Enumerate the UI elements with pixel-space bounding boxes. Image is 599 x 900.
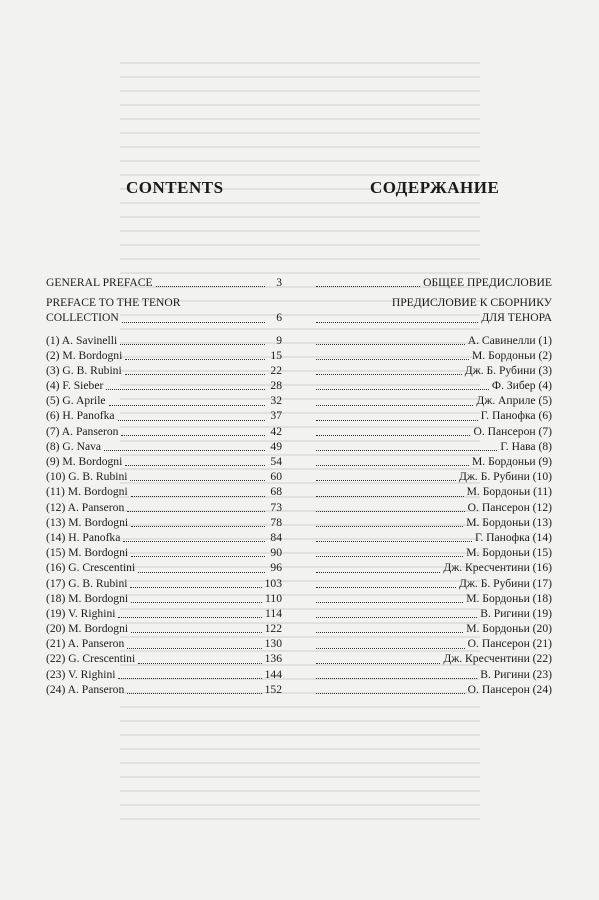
toc-label: (15) M. Bordogni [46,546,129,560]
dot-leader [138,572,265,573]
toc-label: О. Пансерон (24) [467,682,552,696]
toc-row [46,484,282,499]
toc-page-number: 68 [270,485,282,499]
toc-row [46,469,282,484]
toc-entries-russian [316,333,552,698]
dot-leader [316,344,465,345]
toc-label: ОБЩЕЕ ПРЕДИСЛОВИЕ [423,275,552,289]
dot-leader [316,511,465,512]
toc-label: (14) H. Panofka [46,530,121,544]
contents-column-russian [316,275,552,697]
toc-page-number: 122 [264,622,282,636]
dot-leader [316,435,470,436]
toc-row [316,484,552,499]
toc-row [46,439,282,454]
dot-leader [127,648,261,649]
toc-row [46,682,282,697]
toc-label: В. Ригини (19) [480,606,552,620]
dot-leader [125,465,265,466]
toc-row [46,652,282,667]
dot-leader [121,435,265,436]
toc-page-number: 22 [270,363,282,377]
toc-label: (19) V. Righini [46,606,116,620]
dot-leader [156,286,265,287]
toc-label: (9) M. Bordogni [46,455,123,469]
toc-label: (6) H. Panofka [46,409,115,423]
dot-leader [131,632,261,633]
toc-label: Дж. Кресчентини (22) [443,652,552,666]
toc-label: Г. Нава (8) [500,439,552,453]
toc-row [46,333,282,348]
toc-label: О. Пансерон (12) [467,500,552,514]
toc-entries-english [46,333,282,698]
toc-label: (10) G. B. Rubini [46,470,128,484]
toc-label: (4) F. Sieber [46,379,104,393]
dot-leader [130,480,265,481]
dot-leader [316,648,465,649]
toc-page-number: 96 [270,561,282,575]
toc-row [316,667,552,682]
toc-label: О. Пансерон (21) [467,637,552,651]
toc-label: (21) A. Panseron [46,637,125,651]
toc-label: А. Савинелли (1) [467,333,552,347]
toc-row [316,454,552,469]
toc-row [316,348,552,363]
toc-row [46,667,282,682]
dot-leader [316,450,497,451]
dot-leader [125,359,265,360]
toc-label: (23) V. Righini [46,667,116,681]
dot-leader [131,496,265,497]
dot-leader [104,450,265,451]
toc-label: (5) G. Aprile [46,394,106,408]
dot-leader [125,374,265,375]
dot-leader [123,541,265,542]
toc-row [316,469,552,484]
toc-row [316,636,552,651]
toc-row [46,500,282,515]
toc-page-number: 114 [265,606,282,620]
toc-page-number: 136 [264,652,282,666]
toc-row [316,439,552,454]
toc-page-number: 28 [270,379,282,393]
dot-leader [316,572,440,573]
toc-row [316,576,552,591]
contents-heading-russian: СОДЕРЖАНИЕ [370,178,500,197]
toc-label: (13) M. Bordogni [46,515,129,529]
toc-row [46,591,282,606]
toc-label: (18) M. Bordogni [46,591,129,605]
toc-label: М. Бордоньи (2) [471,348,552,362]
toc-row [316,560,552,575]
toc-row [46,545,282,560]
dot-leader [127,693,261,694]
dot-leader [316,322,478,323]
toc-row [46,530,282,545]
toc-page-number: 32 [270,394,282,408]
dot-leader [131,556,265,557]
toc-row [316,363,552,378]
dot-leader [120,344,265,345]
contents-column-english [46,275,282,697]
dot-leader [316,632,463,633]
toc-page-number: 54 [270,455,282,469]
toc-page-number: 42 [270,424,282,438]
toc-row [316,652,552,667]
toc-label: (1) A. Savinelli [46,333,118,347]
toc-label: (16) G. Crescentini [46,561,136,575]
toc-label: Г. Панофка (6) [480,409,552,423]
toc-label: (22) G. Crescentini [46,652,136,666]
dot-leader [131,526,265,527]
toc-label: В. Ригини (23) [480,667,552,681]
toc-label: (17) G. B. Rubini [46,576,128,590]
toc-label: (3) G. B. Rubini [46,363,122,377]
toc-label: (8) G. Nava [46,439,102,453]
toc-row [46,378,282,393]
toc-label: GENERAL PREFACE [46,275,153,289]
dot-leader [130,587,261,588]
toc-row [316,515,552,530]
toc-label: (11) M. Bordogni [46,485,128,499]
toc-page-number: 73 [270,500,282,514]
toc-row [316,500,552,515]
dot-leader [131,602,262,603]
dot-leader [122,322,265,323]
toc-row [46,363,282,378]
toc-row [316,530,552,545]
dot-leader [316,678,477,679]
toc-label: О. Пансерон (7) [473,424,552,438]
toc-page-number: 152 [264,682,282,696]
toc-row [46,393,282,408]
dot-leader [316,496,464,497]
dot-leader [316,663,440,664]
dot-leader [316,541,472,542]
toc-label: COLLECTION [46,311,119,325]
toc-row-general-preface [46,275,282,290]
dot-leader [316,286,420,287]
toc-label: Дж. Кресчентини (16) [443,561,552,575]
toc-row [316,545,552,560]
dot-leader [316,389,489,390]
dot-leader [118,617,262,618]
dot-leader [316,556,463,557]
toc-label: (20) M. Bordogni [46,622,129,636]
toc-label: М. Бордоньи (20) [466,622,552,636]
toc-label: М. Бордоньи (18) [466,591,552,605]
toc-label: Ф. Зибер (4) [491,379,552,393]
toc-row [46,576,282,591]
toc-page-number: 84 [270,530,282,544]
toc-row [46,348,282,363]
dot-leader [138,663,261,664]
toc-page-number: 6 [276,311,282,325]
toc-row [316,621,552,636]
dot-leader [127,511,265,512]
toc-row [316,393,552,408]
toc-label: Дж. Б. Рубини (3) [464,363,552,377]
toc-row [316,682,552,697]
toc-row [46,454,282,469]
toc-row [316,333,552,348]
toc-label: ПРЕДИСЛОВИЕ К СБОРНИКУ [391,296,552,310]
toc-row-general-preface-ru [316,275,552,290]
dot-leader [316,359,469,360]
toc-page-number: 9 [276,333,282,347]
toc-label: PREFACE TO THE TENOR [46,296,181,310]
toc-row-preface-ru [316,310,552,325]
toc-row [46,606,282,621]
toc-row [316,424,552,439]
toc-page-number: 60 [270,470,282,484]
toc-label: Дж. Б. Рубини (17) [459,576,552,590]
toc-row [316,409,552,424]
toc-page-number: 144 [264,667,282,681]
toc-row [46,621,282,636]
toc-row-preface [46,310,282,325]
dot-leader [316,480,456,481]
toc-label: (2) M. Bordogni [46,348,123,362]
toc-label: М. Бордоньи (15) [466,546,552,560]
toc-label: М. Бордоньи (11) [466,485,552,499]
toc-page-number: 103 [264,576,282,590]
toc-page-number: 110 [265,591,282,605]
toc-page-number: 130 [264,637,282,651]
toc-page-number: 49 [270,439,282,453]
dot-leader [316,374,462,375]
toc-page-number: 90 [270,546,282,560]
toc-page-number: 15 [270,348,282,362]
dot-leader [316,526,463,527]
toc-label: Дж. Б. Рубини (10) [459,470,552,484]
toc-label: Дж. Априле (5) [476,394,552,408]
toc-row [46,636,282,651]
toc-row [46,424,282,439]
toc-row [316,378,552,393]
dot-leader [316,420,478,421]
toc-label: М. Бордоньи (9) [471,455,552,469]
dot-leader [316,602,463,603]
toc-label: (12) A. Panseron [46,500,125,514]
toc-row [316,591,552,606]
toc-page-number: 3 [276,275,282,289]
toc-label: (24) A. Panseron [46,682,125,696]
dot-leader [109,405,265,406]
dot-leader [106,389,265,390]
dot-leader [316,587,456,588]
contents-heading-english: CONTENTS [126,178,224,197]
toc-label: ДЛЯ ТЕНОРА [481,311,552,325]
dot-leader [118,678,261,679]
toc-label: Г. Панофка (14) [474,530,552,544]
toc-label: (7) A. Panseron [46,424,119,438]
toc-label: М. Бордоньи (13) [466,515,552,529]
dot-leader [316,693,465,694]
toc-row [316,606,552,621]
dot-leader [316,617,477,618]
toc-row [46,409,282,424]
toc-row [46,515,282,530]
toc-page-number: 37 [270,409,282,423]
dot-leader [316,465,469,466]
dot-leader [316,405,473,406]
toc-row [46,560,282,575]
toc-page-number: 78 [270,515,282,529]
dot-leader [118,420,265,421]
